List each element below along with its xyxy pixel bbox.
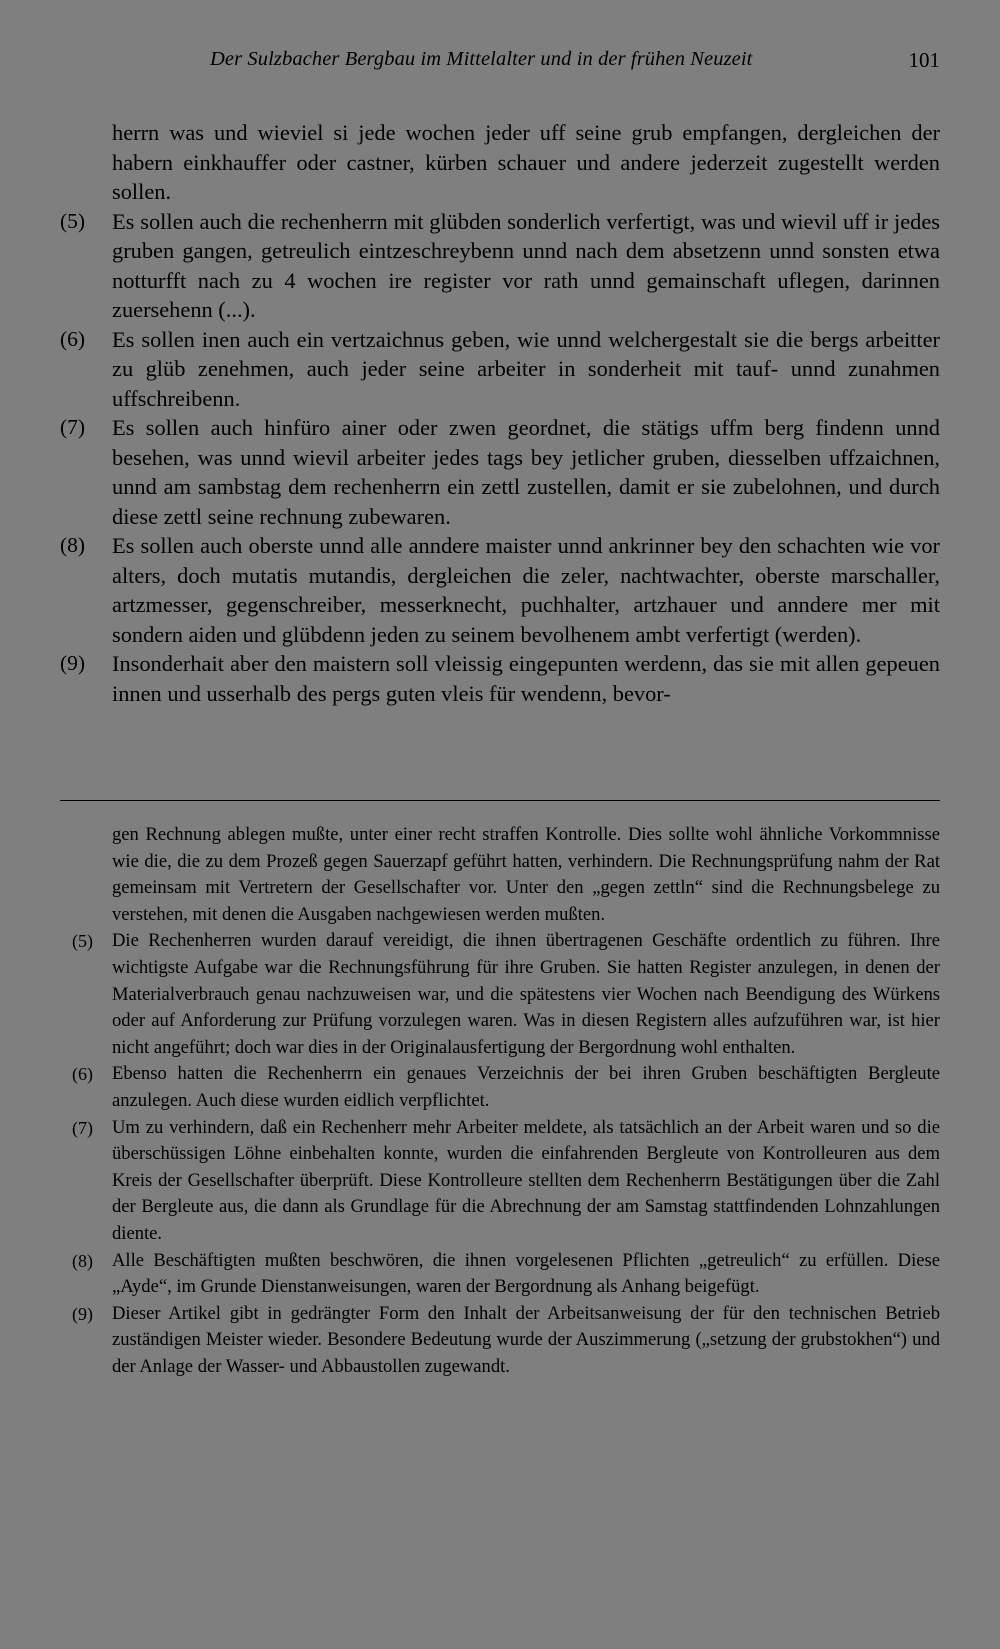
paragraph-number: (8) (60, 533, 86, 557)
paragraph-text: Es sollen inen auch ein vertzaichnus geben, wie unnd welchergestalt sie die bergs arbeitter zu glüb zenehmen, auch jeder seine arbeiter in sonderheit mit tauf- unnd zunahmen uffschreibenn. (112, 326, 940, 411)
footnote-text: Um zu verhindern, daß ein Rechenherr mehr Arbeiter meldete, als tatsächlich an der Arbeit waren und so die überschüssigen Löhne einbehalten konnte, wurden die einfahrenden Bergleute von Kontrolleuren aus dem Kreis der Gesellschafter überprüft. Diese Kontrolleure stellten dem Rechenherrn Bestätigungen über die Zahl der Bergleute aus, die dann als Grundlage für die Abrechnung der am Samstag stattfindenden Lohnzahlungen diente. (112, 1116, 940, 1244)
footnote (60, 928, 940, 1061)
footnotes (60, 822, 940, 1380)
main-paragraph (60, 325, 940, 414)
footnote-text: Alle Beschäftigten mußten beschwören, die ihnen vorgelesenen Pflichten „getreulich“ zu erfüllen. Diese „Ayde“, im Grunde Dienstanweisungen, waren der Bergordnung als Anhang beigefügt. (112, 1249, 940, 1298)
paragraph-number: (9) (60, 651, 86, 675)
main-paragraph (60, 649, 940, 708)
main-paragraph (60, 531, 940, 649)
main-text (60, 118, 940, 708)
main-paragraph (60, 118, 940, 207)
main-paragraph (60, 207, 940, 325)
footnote-number: (6) (72, 1064, 93, 1085)
paragraph-text: Es sollen auch hinfüro ainer oder zwen geordnet, die stätigs uffm berg findenn unnd besehen, was unnd wievil arbeiter jedes tags bey jetlicher gruben, diesselben uffzaichnen, unnd am sambstag dem rechenherrn ein zettl zustellen, damit er sie zubelohnen, und durch diese zettl seine rechnung zubewaren. (112, 415, 940, 529)
footnote (60, 1115, 940, 1248)
paragraph-number: (7) (60, 415, 86, 439)
footnote-number: (5) (72, 931, 93, 952)
footnote (60, 1061, 940, 1114)
footnote-text: Die Rechenherren wurden darauf vereidigt, die ihnen übertragenen Geschäfte ordentlich zu führen. Ihre wichtigste Aufgabe war die Rechnungsführung für ihre Gruben. Sie hatten Register anzulegen, in denen der Materialverbrauch genau nachzuweisen war, und die spätestens vier Wochen nach Beendigung des Würkens oder auf Anforderung zur Prüfung vorzulegen waren. Was in diesen Registern alles aufzuführen war, ist hier nicht angeführt; doch war dies in der Originalausfertigung der Bergordnung wohl enthalten. (112, 930, 940, 1058)
paragraph-text: Es sollen auch die rechenherrn mit glübden sonderlich verfertigt, was und wievil uff ir jedes gruben gangen, getreulich eintzeschreybenn unnd nach dem absetzenn unnd sonsten etwa notturfft nach zu 4 wochen ire register vor rath unnd gemainschaft uflegen, darinnen zuersehenn (...). (112, 208, 940, 322)
paragraph-text: Es sollen auch oberste unnd alle anndere maister unnd ankrinner bey den schachten wie vor alters, doch mutatis mutandis, dergleichen die zeler, nachtwachter, oberste marschaller, artzmesser, gegenschreiber, messerknecht, puchhalter, artzhauer und anndere mer mit sondern aiden und glübdenn jeden zu seinem bevolhenem ambt verfertigt (werden). (112, 533, 940, 647)
main-paragraph (60, 413, 940, 531)
footnote (60, 1248, 940, 1301)
footnote-text: Ebenso hatten die Rechenherrn ein genaues Verzeichnis der bei ihren Gruben beschäftigten Bergleute anzulegen. Auch diese wurden eidlich verpflichtet. (112, 1063, 940, 1111)
footnote (60, 1301, 940, 1381)
running-title: Der Sulzbacher Bergbau im Mittelalter und in der frühen Neuzeit (210, 48, 753, 70)
paragraph-text: Insonderhait aber den maistern soll vleissig eingepunten werdenn, das sie mit allen gepeuen innen und usserhalb des pergs guten vleis für wendenn, bevor- (112, 651, 940, 706)
running-head (60, 48, 940, 82)
footnote-number: (8) (72, 1250, 93, 1271)
footnote-text: Dieser Artikel gibt in gedrängter Form den Inhalt der Arbeitsanweisung der für den technischen Betrieb zuständigen Meister wieder. Besondere Bedeutung wurde der Auszimmerung („setzung der grubstokhen“) und der Anlage der Wasser- und Abbaustollen zugewandt. (112, 1302, 940, 1377)
footnote-separator-rule (60, 800, 940, 801)
paragraph-number: (6) (60, 326, 86, 351)
footnote-text: gen Rechnung ablegen mußte, unter einer recht straffen Kontrolle. Dies sollte wohl ähnliche Vorkommnisse wie die, die zu dem Prozeß gegen Sauerzapf geführt hatten, verhindern. Die Rechnungsprüfung nahm der Rat gemeinsam mit Vertretern der Gesellschafter vor. Unter den „gegen zettln“ sind die Rechnungsbelege zu verstehen, mit denen die Ausgaben nachgewiesen werden mußten. (112, 824, 940, 925)
page-number: 101 (908, 48, 940, 72)
footnote-number: (9) (72, 1303, 93, 1324)
paragraph-text: herrn was und wieviel si jede wochen jeder uff seine grub empfangen, dergleichen der habern einkhauffer oder castner, kürben schauer und andere jederzeit zugestellt werden sollen. (112, 120, 940, 204)
paragraph-number: (5) (60, 208, 86, 233)
footnote-number: (7) (72, 1117, 93, 1138)
footnote (60, 822, 940, 928)
